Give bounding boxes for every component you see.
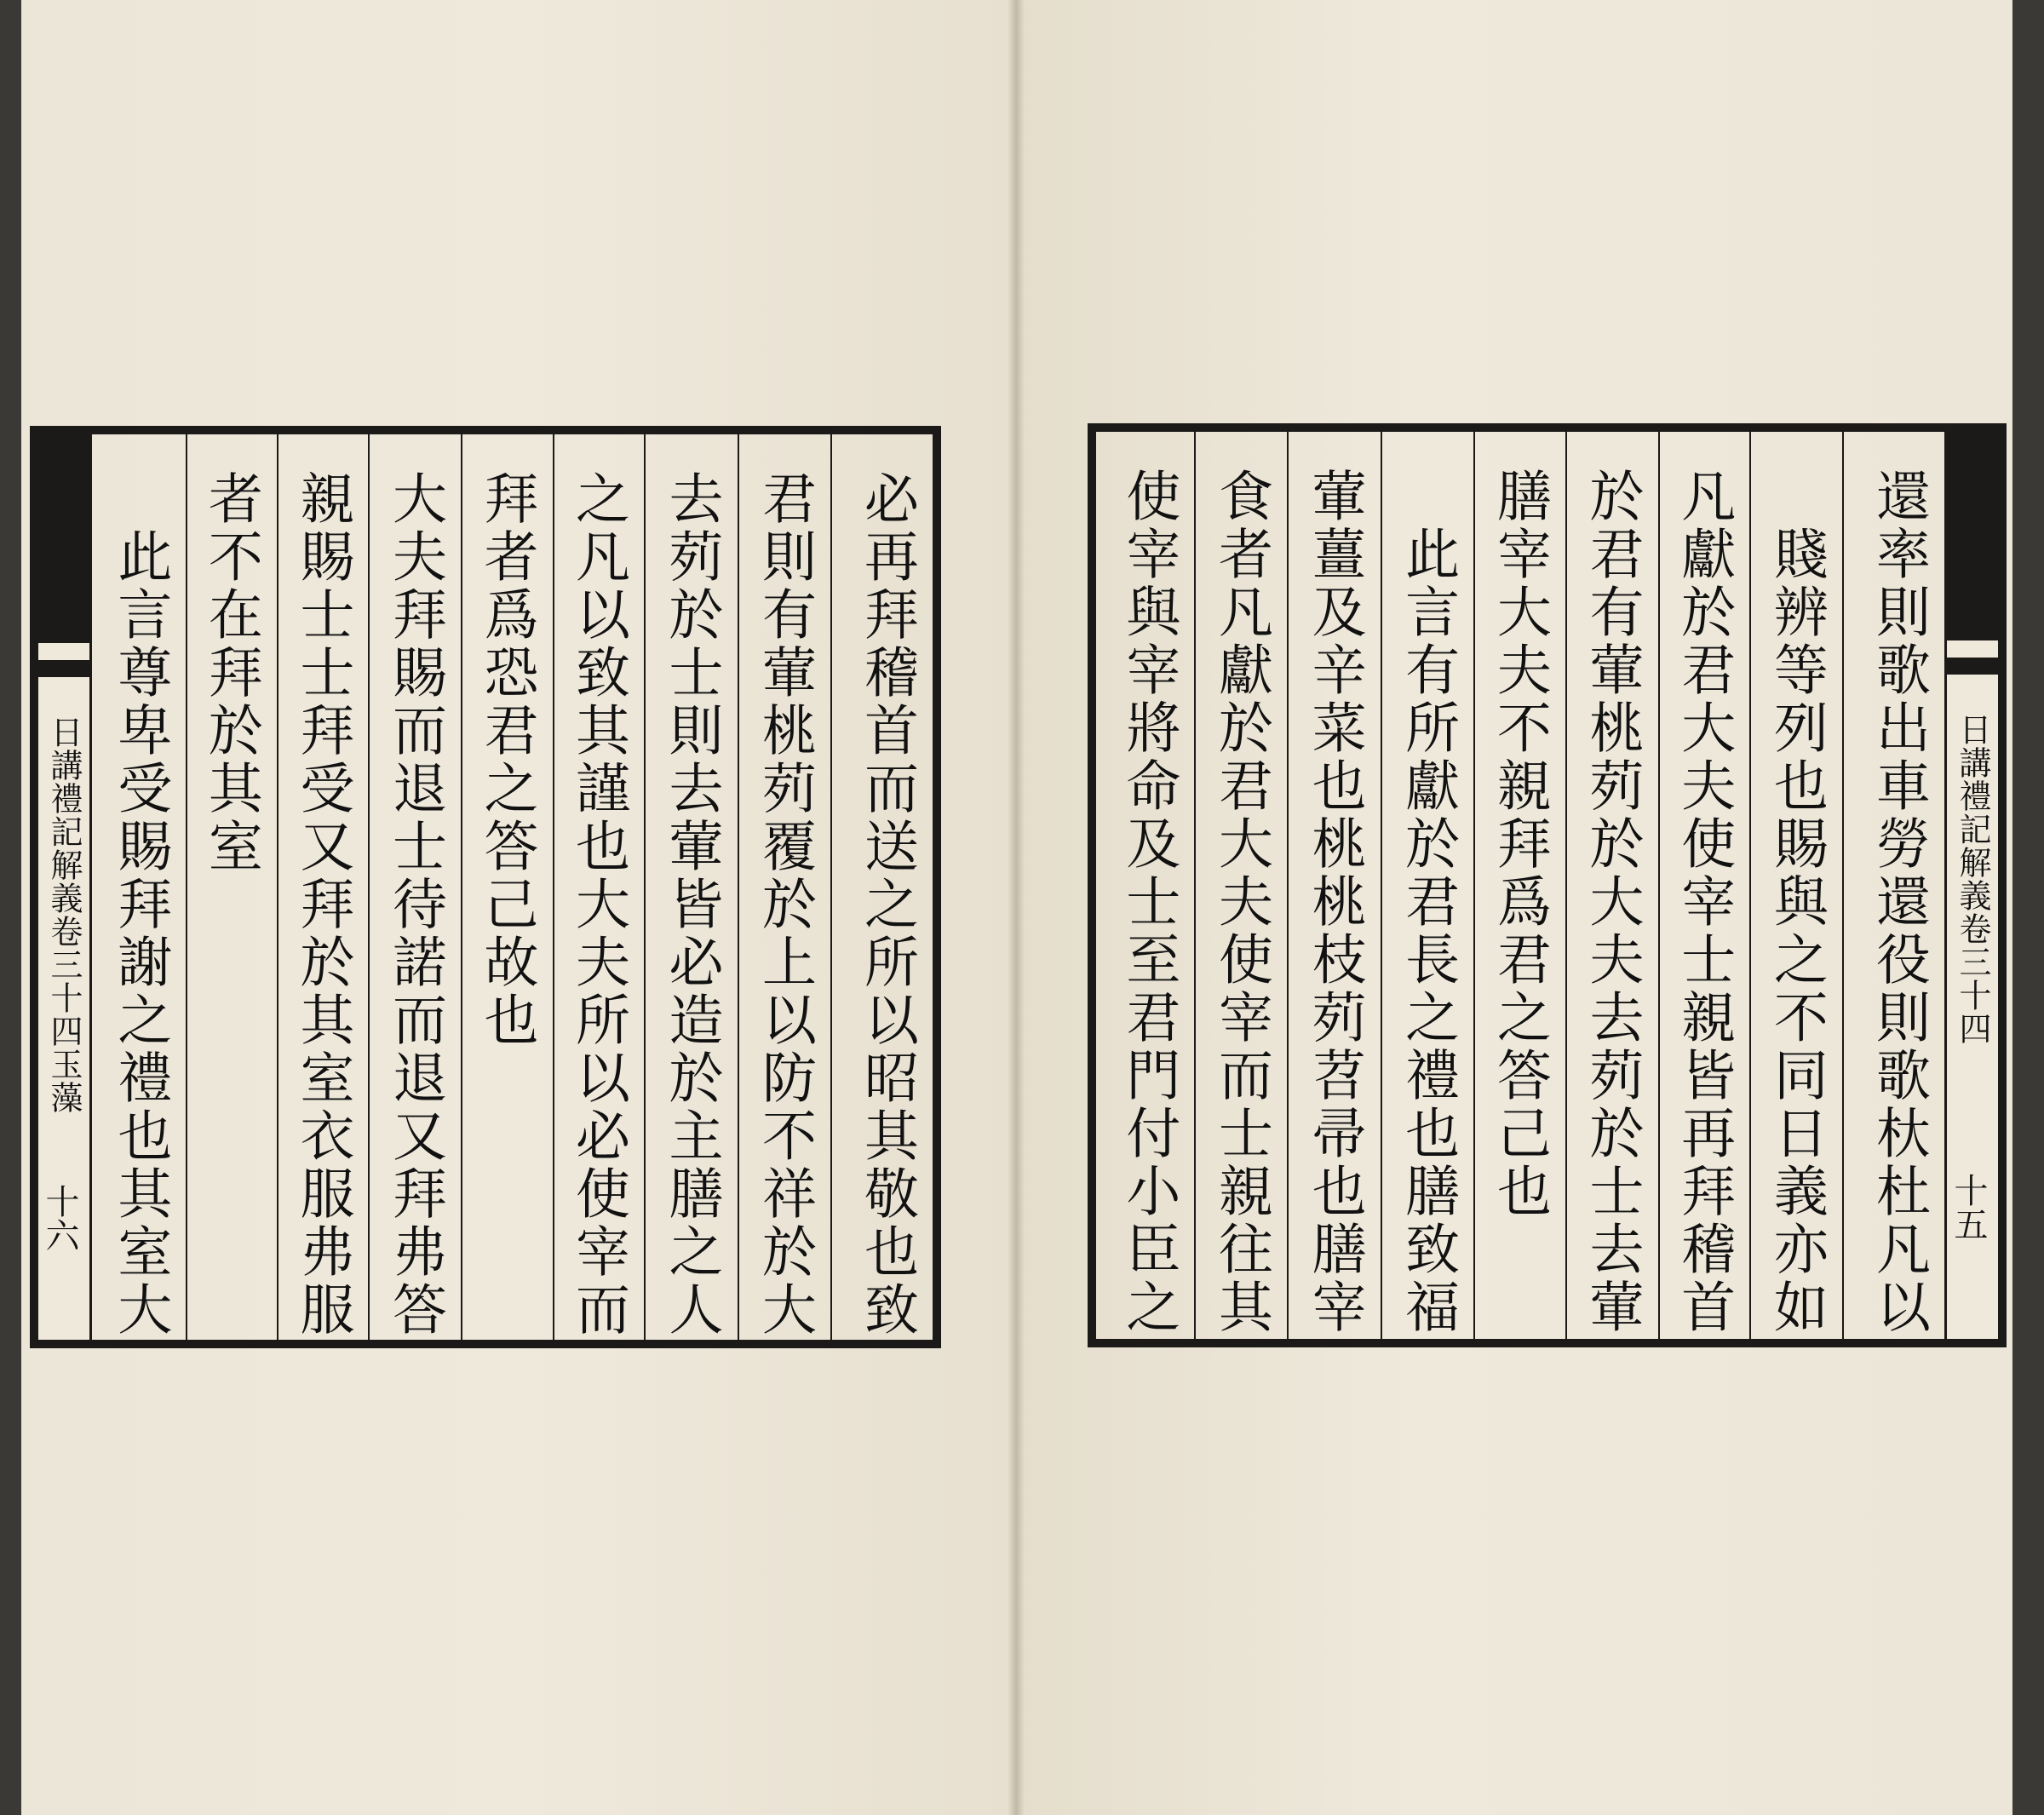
text-column: 君則有葷桃茢覆於上以防不祥於大 (738, 434, 830, 1340)
right-page-frame (1088, 423, 2007, 1347)
fish-tail-mark (38, 660, 89, 677)
text-column: 者不在拜於其室 (186, 434, 277, 1340)
book-gutter (1008, 0, 1025, 1815)
text-column: 食者凡獻於君大夫使宰而士親往其 (1194, 432, 1287, 1339)
text-column: 葷薑及辛菜也桃桃枝茢苕帚也膳宰 (1287, 432, 1381, 1339)
text-column: 使宰與宰將命及士至君門付小臣之 (1117, 468, 1180, 1336)
text-column: 膳宰大夫不親拜爲君之答己也 (1473, 432, 1565, 1339)
text-column: 此言尊卑受賜拜謝之禮也其室大 (108, 528, 172, 1339)
left-text-columns (92, 434, 933, 1340)
fold-title: 日講禮記解義卷三十四玉藻 (45, 715, 83, 1114)
text-column: 親賜士士拜受又拜於其室衣服弗服 (277, 434, 369, 1340)
text-column: 拜者爲恐君之答己故也 (461, 434, 553, 1340)
text-column: 大夫拜賜而退士待諾而退又拜弗答 (368, 434, 461, 1340)
text-column: 必再拜稽首而送之所以昭其敬也致 (830, 434, 933, 1340)
text-column: 之凡以致其謹也大夫所以必使宰而 (553, 434, 645, 1340)
fish-tail-top (38, 434, 89, 643)
text-column: 凡獻於君大夫使宰士親皆再拜稽首 (1658, 432, 1750, 1339)
text-column: 於君有葷桃茢於大夫去茢於士去葷 (1565, 432, 1658, 1339)
page-number: 十六 (40, 1184, 79, 1252)
right-text-columns (1096, 432, 1944, 1339)
left-fold-margin (38, 434, 92, 1340)
fold-title: 日講禮記解義卷三十四 (1954, 713, 1991, 1045)
fish-tail-mark (1947, 658, 1998, 675)
text-column: 此言有所獻於君長之禮也膳致福 (1381, 432, 1474, 1339)
left-page-frame (30, 426, 941, 1348)
fish-tail-top (1947, 432, 1998, 640)
text-column: 還率則歌出車勞還役則歌杕杜凡以 (1842, 432, 1944, 1339)
text-column: 賤辨等列也賜與之不同日義亦如 (1749, 432, 1842, 1339)
right-fold-margin (1944, 432, 1998, 1339)
page-number: 十五 (1949, 1173, 1988, 1241)
text-column: 去茢於士則去葷皆必造於主膳之人 (644, 434, 737, 1340)
